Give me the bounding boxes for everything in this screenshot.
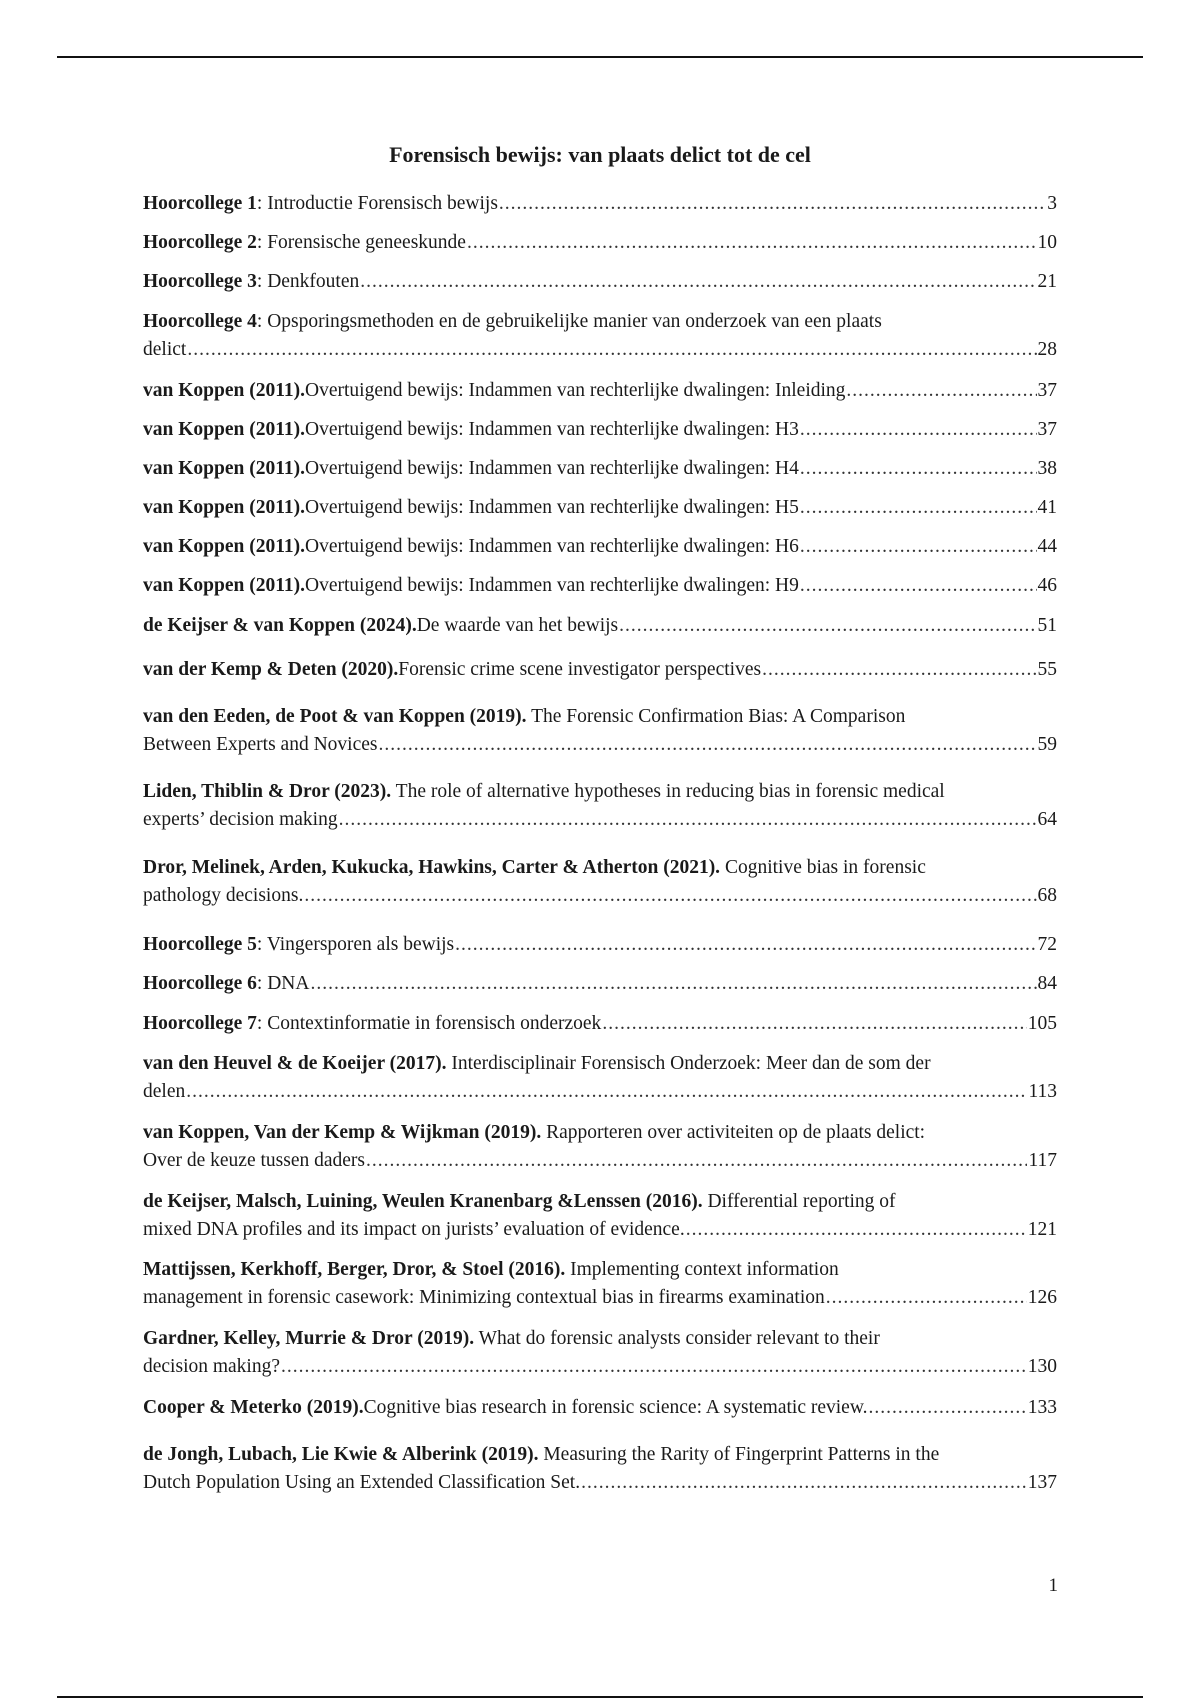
toc-entry-text: De waarde van het bewijs [416, 615, 619, 636]
dot-leader [499, 190, 1046, 218]
toc-entry-heading: Hoorcollege 3 [143, 271, 257, 292]
toc-entry-page: 55 [1037, 659, 1057, 680]
dot-leader [310, 970, 1036, 998]
toc-entry[interactable] [143, 308, 1057, 364]
dot-leader [339, 806, 1037, 834]
toc-entry[interactable] [143, 1325, 1057, 1381]
toc-entry[interactable] [143, 656, 1057, 684]
toc-entry-heading: Gardner, Kelley, Murrie & Dror (2019). [143, 1328, 475, 1349]
toc-entry-heading: van Koppen (2011). [143, 380, 305, 401]
toc-entry-text: : Denkfouten [256, 271, 360, 292]
toc-entry-text-continued: mixed DNA profiles and its impact on jurists’ evaluation of evidence. [143, 1219, 685, 1240]
toc-entry[interactable] [143, 703, 1057, 759]
dot-leader [281, 1353, 1027, 1381]
dot-leader [762, 656, 1036, 684]
toc-entry[interactable] [143, 1050, 1057, 1106]
toc-entry-heading: Hoorcollege 1 [143, 193, 257, 214]
toc-entry-page: 46 [1037, 575, 1057, 596]
dot-leader [800, 572, 1037, 600]
toc-entry[interactable] [143, 572, 1057, 600]
toc-entry-heading: Mattijssen, Kerkhoff, Berger, Dror, & Stoel (2016). [143, 1259, 566, 1280]
toc-entry-text-continued: experts’ decision making [143, 809, 338, 830]
toc-entry-page: 3 [1047, 193, 1057, 214]
toc-entry-page: 130 [1027, 1356, 1057, 1377]
toc-entry-text: Overtuigend bewijs: Indammen van rechterlijke dwalingen: H9 [305, 575, 799, 596]
toc-entry-text-continued: delict [143, 339, 187, 360]
toc-entry-text: Cognitive bias research in forensic science: A systematic review. [363, 1397, 868, 1418]
dot-leader [619, 612, 1036, 640]
toc-entry-heading: Hoorcollege 7 [143, 1013, 257, 1034]
toc-entry-page: 68 [1037, 885, 1057, 906]
toc-entry[interactable] [143, 778, 1057, 834]
dot-leader [602, 1010, 1026, 1038]
dot-leader [366, 1147, 1027, 1175]
toc-entry[interactable] [143, 1119, 1057, 1175]
toc-entry-heading: Cooper & Meterko (2019). [143, 1397, 364, 1418]
toc-entry-text: Overtuigend bewijs: Indammen van rechterlijke dwalingen: H5 [305, 497, 799, 518]
toc-entry-text: What do forensic analysts consider relevant to their [474, 1328, 880, 1349]
toc-entry-page: 121 [1027, 1219, 1057, 1240]
toc-entry-text: Forensic crime scene investigator perspectives [398, 659, 762, 680]
toc-entry-page: 72 [1037, 934, 1057, 955]
toc-entry-heading: Hoorcollege 5 [143, 934, 257, 955]
toc-entry-page: 10 [1037, 232, 1057, 253]
toc-entry-text-continued: Over de keuze tussen daders [143, 1150, 365, 1171]
toc-entry-text-continued: Dutch Population Using an Extended Classification Set. [143, 1472, 581, 1493]
toc-entry-heading: Dror, Melinek, Arden, Kukucka, Hawkins, Carter & Atherton (2021). [143, 857, 721, 878]
toc-entry[interactable] [143, 190, 1057, 218]
toc-entry[interactable] [143, 416, 1057, 444]
toc-entry-text-continued: Between Experts and Novices [143, 734, 378, 755]
toc-entry[interactable] [143, 1394, 1057, 1422]
page-number: 1 [1048, 1575, 1058, 1596]
toc-entry-text: Interdisciplinair Forensisch Onderzoek: Meer dan de som der [446, 1053, 931, 1074]
toc-entry-page: 21 [1037, 271, 1057, 292]
toc-entry-heading: de Keijser & van Koppen (2024). [143, 615, 417, 636]
toc-entry[interactable] [143, 533, 1057, 561]
toc-entry-page: 38 [1037, 458, 1057, 479]
toc-entry-text: Overtuigend bewijs: Indammen van rechterlijke dwalingen: Inleiding [305, 380, 846, 401]
toc-entry-text: Overtuigend bewijs: Indammen van rechterlijke dwalingen: H6 [305, 536, 799, 557]
toc-entry-text: : Forensische geneeskunde [256, 232, 466, 253]
toc-entry-heading: van der Kemp & Deten (2020). [143, 659, 399, 680]
toc-entry[interactable] [143, 1010, 1057, 1038]
toc-entry[interactable] [143, 268, 1057, 296]
toc-entry-text: Implementing context information [565, 1259, 839, 1280]
toc-entry-heading: van den Heuvel & de Koeijer (2017). [143, 1053, 447, 1074]
toc-entry-page: 37 [1037, 419, 1057, 440]
toc-entry[interactable] [143, 1256, 1057, 1312]
toc-entry[interactable] [143, 931, 1057, 959]
toc-entry-heading: van Koppen, Van der Kemp & Wijkman (2019). [143, 1122, 542, 1143]
toc-entry-heading: van Koppen (2011). [143, 419, 305, 440]
toc-entry-text-continued: management in forensic casework: Minimizing contextual bias in firearms examination [143, 1287, 825, 1308]
toc-entry-page: 117 [1028, 1150, 1057, 1171]
dot-leader [800, 494, 1037, 522]
toc-entry-text: : Introductie Forensisch bewijs [256, 193, 498, 214]
toc-entry-heading: van Koppen (2011). [143, 536, 305, 557]
toc-entry-page: 28 [1037, 339, 1057, 360]
toc-entry-text: Cognitive bias in forensic [720, 857, 926, 878]
toc-entry-text: Rapporteren over activiteiten op de plaats delict: [541, 1122, 926, 1143]
toc-entry-page: 51 [1037, 615, 1057, 636]
toc-entry-heading: van Koppen (2011). [143, 497, 305, 518]
toc-entry[interactable] [143, 970, 1057, 998]
dot-leader [467, 229, 1037, 257]
toc-entry-text: Measuring the Rarity of Fingerprint Patterns in the [538, 1444, 940, 1465]
toc-entry-page: 126 [1027, 1287, 1057, 1308]
toc-entry[interactable] [143, 494, 1057, 522]
toc-entry-page: 133 [1027, 1397, 1057, 1418]
dot-leader [186, 1078, 1027, 1106]
toc-entry-text: : Vingersporen als bewijs [256, 934, 455, 955]
toc-entry-heading: van Koppen (2011). [143, 575, 305, 596]
dot-leader [304, 882, 1036, 910]
toc-entry[interactable] [143, 612, 1057, 640]
toc-entry[interactable] [143, 854, 1057, 910]
dot-leader [581, 1469, 1027, 1497]
toc-entry-page: 41 [1037, 497, 1057, 518]
toc-entry-text-continued: decision making? [143, 1356, 281, 1377]
dot-leader [800, 533, 1037, 561]
dot-leader [455, 931, 1036, 959]
toc-entry[interactable] [143, 455, 1057, 483]
toc-entry-heading: Hoorcollege 6 [143, 973, 257, 994]
toc-entry-heading: van den Eeden, de Poot & van Koppen (2019). [143, 706, 527, 727]
toc-entry[interactable] [143, 229, 1057, 257]
toc-entry-heading: Hoorcollege 2 [143, 232, 257, 253]
toc-entry-heading: de Jongh, Lubach, Lie Kwie & Alberink (2019). [143, 1444, 539, 1465]
toc-entry-heading: van Koppen (2011). [143, 458, 305, 479]
toc-entry-text-continued: delen [143, 1081, 186, 1102]
toc-entry-text: : Contextinformatie in forensisch onderzoek [256, 1013, 602, 1034]
toc-entry-page: 37 [1037, 380, 1057, 401]
document-title: Forensisch bewijs: van plaats delict tot de cel [389, 142, 811, 167]
dot-leader [846, 377, 1036, 405]
toc-entry-heading: Liden, Thiblin & Dror (2023). [143, 781, 392, 802]
dot-leader [360, 268, 1036, 296]
toc-entry-page: 59 [1037, 734, 1057, 755]
dot-leader [800, 416, 1037, 444]
toc-entry-page: 64 [1037, 809, 1057, 830]
toc-entry-page: 113 [1028, 1081, 1057, 1102]
dot-leader [187, 336, 1036, 364]
footer-rule [57, 1696, 1143, 1698]
toc-entry-text: : Opsporingsmethoden en de gebruikelijke manier van onderzoek van een plaats [256, 311, 882, 332]
toc-entry-text: The role of alternative hypotheses in reducing bias in forensic medical [391, 781, 945, 802]
toc-entry-page: 105 [1027, 1013, 1057, 1034]
dot-leader [686, 1216, 1027, 1244]
dot-leader [800, 455, 1037, 483]
toc-entry-text-continued: pathology decisions. [143, 885, 304, 906]
toc-entry-text: Overtuigend bewijs: Indammen van rechterlijke dwalingen: H4 [305, 458, 799, 479]
toc-entry-heading: de Keijser, Malsch, Luining, Weulen Kranenbarg &Lenssen (2016). [143, 1191, 703, 1212]
dot-leader [378, 731, 1036, 759]
toc-entry-heading: Hoorcollege 4 [143, 311, 257, 332]
toc-entry[interactable] [143, 377, 1057, 405]
toc-entry-text: Overtuigend bewijs: Indammen van rechterlijke dwalingen: H3 [305, 419, 799, 440]
dot-leader [869, 1394, 1027, 1422]
toc-entry[interactable] [143, 1188, 1057, 1244]
dot-leader [826, 1284, 1027, 1312]
toc-entry-text: Differential reporting of [702, 1191, 896, 1212]
toc-entry[interactable] [143, 1441, 1057, 1497]
toc-entry-page: 137 [1027, 1472, 1057, 1493]
toc-entry-text: : DNA [256, 973, 310, 994]
toc-entry-page: 84 [1037, 973, 1057, 994]
toc-entry-page: 44 [1037, 536, 1057, 557]
toc-entry-text: The Forensic Confirmation Bias: A Comparison [526, 706, 906, 727]
